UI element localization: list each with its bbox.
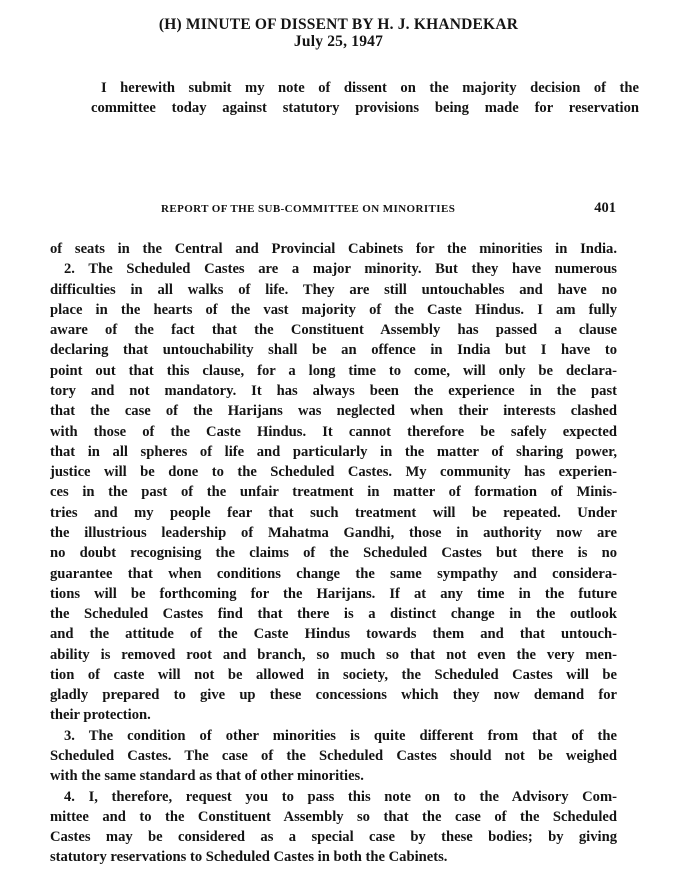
body-line: mittee and to the Constituent Assembly so that the case of the Scheduled	[50, 808, 617, 825]
intro-line: committee today against statutory provisions being made for reservation	[91, 100, 639, 117]
body-line: tory and not mandatory. It has always been the experience in the past	[50, 382, 617, 399]
document-title: (H) MINUTE OF DISSENT BY H. J. KHANDEKAR	[158, 16, 519, 33]
body-line: difficulties in all walks of life. They are still untouchables and have no	[50, 281, 617, 298]
body-line: ability is removed root and branch, so much so that not even the very men-	[50, 646, 617, 663]
running-head: REPORT OF THE SUB-COMMITTEE ON MINORITIES	[161, 203, 456, 215]
body-line: that in all spheres of life and particularly in the matter of sharing power,	[50, 443, 617, 460]
body-line: justice will be done to the Scheduled Castes. My community has experien-	[50, 464, 617, 481]
body-line: Scheduled Castes. The case of the Scheduled Castes should not be weighed	[50, 748, 617, 765]
document-date: July 25, 1947	[293, 33, 384, 50]
body-line: place in the hearts of the vast majority of the Caste Hindus. I am fully	[50, 301, 617, 318]
body-line: with those of the Caste Hindus. It cannot therefore be safely expected	[50, 423, 617, 440]
body-line: guarantee that when conditions change the same sympathy and considera-	[50, 565, 617, 582]
body-line: tions will be forthcoming for the Harijans. If at any time in the future	[50, 585, 617, 602]
body-line: the illustrious leadership of Mahatma Gandhi, those in authority now are	[50, 524, 617, 541]
body-line: gladly prepared to give up these concessions which they now demand for	[50, 687, 617, 704]
body-line: and the attitude of the Caste Hindus towards them and that untouch-	[50, 626, 617, 643]
body-line: 2. The Scheduled Castes are a major minority. But they have numerous	[64, 261, 617, 278]
body-line: no doubt recognising the claims of the Scheduled Castes but there is no	[50, 545, 617, 562]
body-line: the Scheduled Castes find that there is a distinct change in the outlook	[50, 606, 617, 623]
intro-paragraph	[77, 78, 639, 119]
body-line: of seats in the Central and Provincial Cabinets for the minorities in India.	[50, 241, 617, 257]
body-line: declaring that untouchability shall be an offence in India but I have to	[50, 342, 617, 359]
body-line: 3. The condition of other minorities is quite different from that of the	[64, 727, 617, 744]
body-line: tion of caste will not be allowed in society, the Scheduled Castes will be	[50, 666, 617, 683]
body-line: with the same standard as that of other minorities.	[50, 768, 364, 785]
page-number: 401	[594, 200, 616, 216]
body-line: point out that this clause, for a long time to come, will only be declara-	[50, 362, 617, 379]
intro-line: I herewith submit my note of dissent on the majority decision of the	[101, 80, 639, 96]
body-text	[50, 239, 617, 868]
body-line: 4. I, therefore, request you to pass this note on to the Advisory Com-	[64, 788, 617, 805]
body-line: tries and my people fear that such treatment will be repeated. Under	[50, 504, 617, 521]
body-line: statutory reservations to Scheduled Castes in both the Cabinets.	[50, 849, 448, 866]
body-line: their protection.	[50, 707, 151, 724]
body-line: Castes may be considered as a special case by these bodies; by giving	[50, 829, 617, 846]
body-line: aware of the fact that the Constituent Assembly has passed a clause	[50, 322, 617, 339]
body-line: ces in the past of the unfair treatment in matter of formation of Minis-	[50, 484, 617, 501]
body-line: that the case of the Harijans was neglected when their interests clashed	[50, 403, 617, 420]
